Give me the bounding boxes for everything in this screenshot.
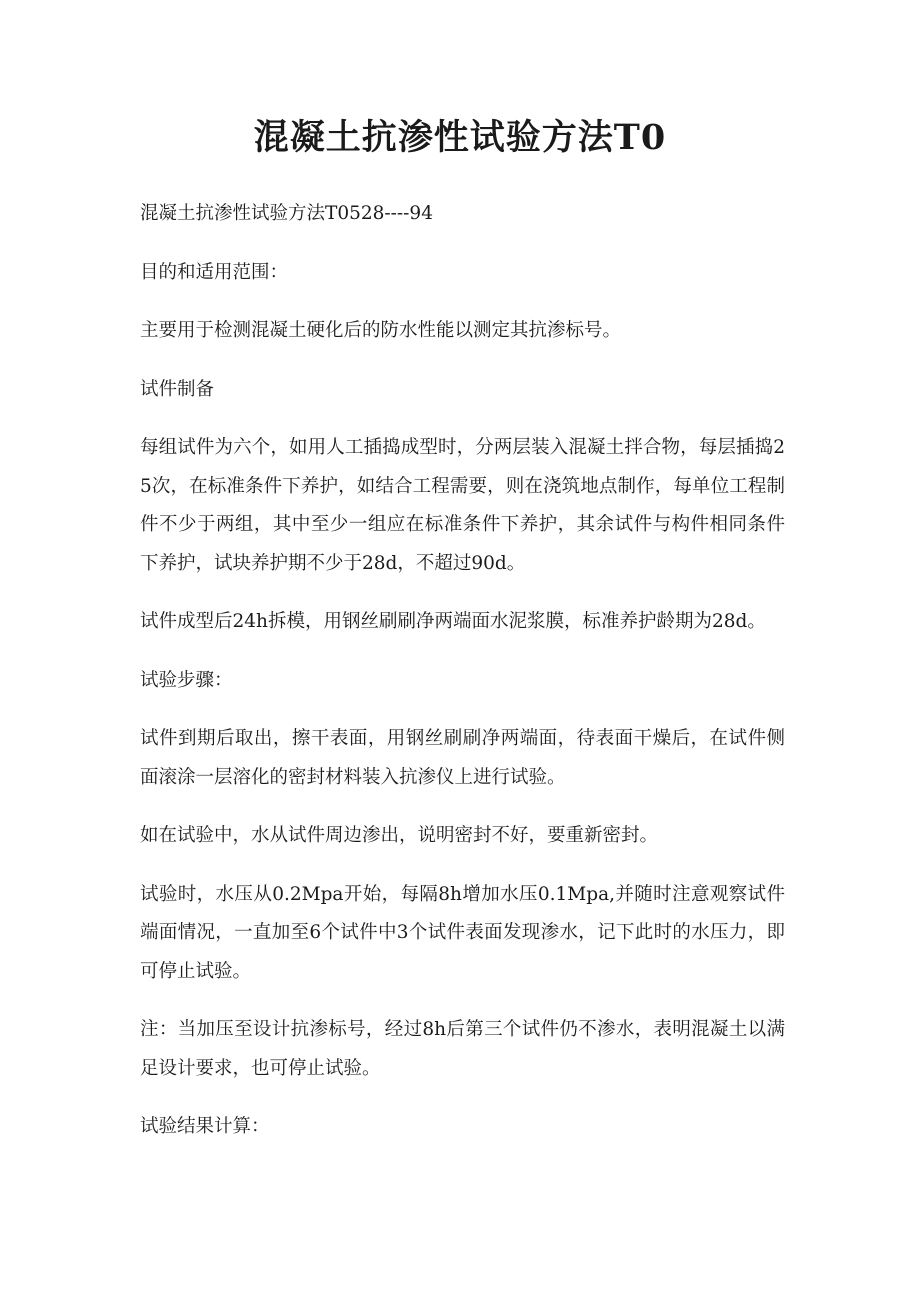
heading-specimen-preparation: 试件制备 (140, 378, 215, 400)
document-body (140, 195, 785, 1167)
paragraph-water-pressure: 试验时，水压从0.2Mpa开始，每隔8h增加水压0.1Mpa,并随时注意观察试件端面情况，一直加至6个试件中3个试件表面发现渗水，记下此时的水压力，即可停止试验。 (140, 883, 785, 982)
paragraph-purpose: 主要用于检测混凝土硬化后的防水性能以测定其抗渗标号。 (140, 320, 622, 341)
paragraph-sealing: 试件到期后取出，擦干表面，用钢丝刷刷净两端面，待表面干燥后，在试件侧面滚涂一层溶化的密封材料装入抗渗仪上进行试验。 (140, 728, 785, 788)
paragraph-resealing: 如在试验中，水从试件周边渗出，说明密封不好，要重新密封。 (140, 825, 659, 846)
paragraph-specimen-group: 每组试件为六个，如用人工插捣成型时，分两层装入混凝土拌合物，每层插捣25次，在标准条件下养护，如结合工程需要，则在浇筑地点制作，每单位工程制件不少于两组，其中至少一组应在标准条件下养护，其余试件与构件相同条件下养护，试块养护期不少于28d，不超过90d。 (140, 437, 785, 574)
heading-result-calculation: 试验结果计算： (140, 1116, 270, 1137)
paragraph-demolding: 试件成型后24h拆模，用钢丝刷刷净两端面水泥浆膜，标准养护龄期为28d。 (140, 611, 766, 632)
paragraph-standard-code: 混凝土抗渗性试验方法T0528----94 (140, 203, 433, 224)
heading-test-procedure: 试验步骤： (140, 669, 233, 691)
document-title: 混凝土抗渗性试验方法T0 (253, 117, 667, 158)
heading-purpose-scope: 目的和适用范围： (140, 261, 289, 283)
paragraph-note: 注：当加压至设计抗渗标号，经过8h后第三个试件仍不渗水，表明混凝土以满足设计要求，也可停止试验。 (140, 1019, 785, 1079)
